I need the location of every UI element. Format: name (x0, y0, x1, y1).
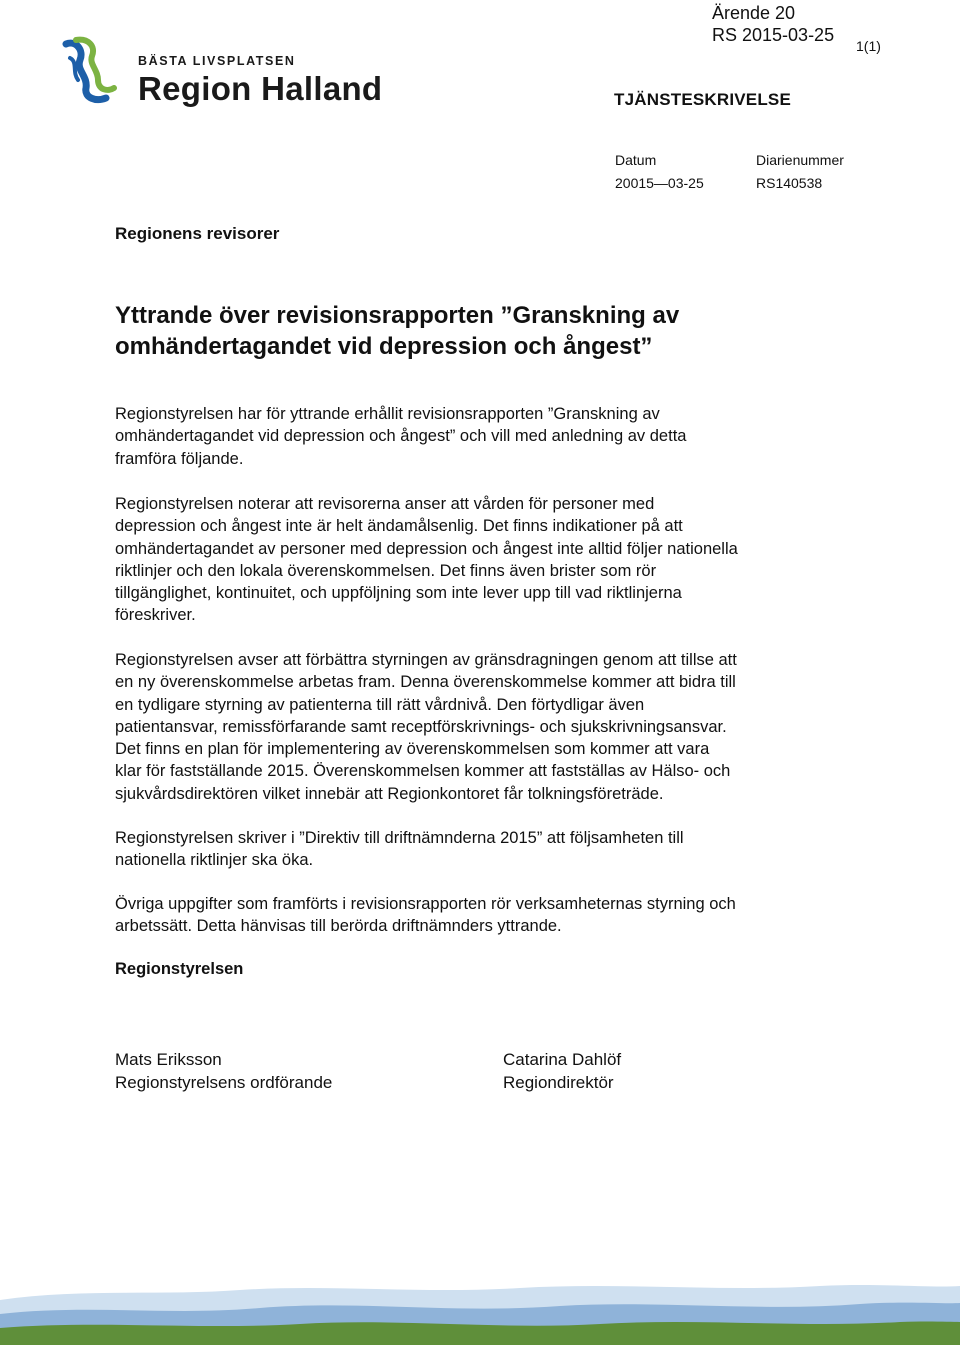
paragraph-line: riktlinjer och den lokala överenskommelsen. Det finns även brister som rör (115, 561, 657, 580)
logo-name: Region Halland (138, 70, 383, 107)
date-label: Datum (615, 152, 657, 168)
signatory-role: Regionstyrelsens ordförande (115, 1072, 333, 1092)
paragraph-line: Det finns en plan för implementering av överenskommelsen som kommer att vara (115, 740, 710, 759)
paragraph-line: sjukvårdsdirektören vilket innebär att Regionkontoret får tolkningsföreträde. (115, 784, 664, 803)
paragraph-5 (115, 893, 855, 938)
title-line: omhändertagandet vid depression och ångest” (115, 333, 653, 360)
recipient: Regionens revisorer (115, 224, 280, 243)
signatory-name: Mats Eriksson (115, 1050, 222, 1069)
signature-block-director (503, 1049, 621, 1094)
case-reference (712, 2, 834, 46)
paragraph-line: omhändertagandet av personer med depression och ångest inte alltid följer nationella (115, 539, 738, 558)
paragraph-line: en ny överenskommelse arbetas fram. Denna överenskommelse kommer att bidra till (115, 673, 736, 692)
paragraph-line: Regionstyrelsen skriver i ”Direktiv till driftnämnderna 2015” att följsamheten till (115, 829, 684, 847)
document-type: TJÄNSTESKRIVELSE (614, 90, 792, 109)
paragraph-line: arbetssätt. Detta hänvisas till berörda driftnämnders yttrande. (115, 917, 562, 936)
paragraph-line: patientansvar, remissförfarande samt receptförskrivnings- och sjukskrivningsansvar. (115, 717, 727, 736)
paragraph-3 (115, 649, 855, 805)
page-number: 1(1) (856, 38, 881, 54)
paragraph-line: Övriga uppgifter som framförts i revisionsrapporten rör verksamheternas styrning och (115, 895, 736, 913)
landscape-wave-icon (0, 1270, 960, 1345)
paragraph-4 (115, 827, 855, 872)
signature-block-chair (115, 1049, 332, 1094)
paragraph-line: en tydligare styrning av patienterna till rätt vårdnivå. Den förtydligar även (115, 695, 645, 714)
logo-tagline: BÄSTA LIVSPLATSEN (138, 54, 296, 68)
document-title (115, 300, 835, 362)
diary-number-label: Diarienummer (756, 152, 844, 168)
region-halland-logo (62, 36, 382, 116)
paragraph-line: framföra följande. (115, 449, 244, 468)
signatory-name: Catarina Dahlöf (503, 1050, 622, 1069)
paragraph-line: Regionstyrelsen noterar att revisorerna anser att vården för personer med (115, 495, 655, 513)
date-value: 20015—03-25 (615, 175, 704, 191)
paragraph-line: tillgänglighet, kontinuitet, och uppföljning som inte lever upp till vad riktlinjerna (115, 584, 682, 603)
paragraph-line: depression och ångest inte är helt ändamålsenlig. Det finns indikationer på att (115, 517, 683, 536)
diary-number-value: RS140538 (756, 175, 823, 191)
paragraph-line: Regionstyrelsen avser att förbättra styrningen av gränsdragningen genom att tillse att (115, 651, 737, 669)
paragraph-line: Regionstyrelsen har för yttrande erhållit revisionsrapporten ”Granskning av (115, 405, 660, 423)
paragraph-line: omhändertagandet vid depression och ångest” och vill med anledning av detta (115, 427, 687, 446)
paragraph-line: nationella riktlinjer ska öka. (115, 851, 314, 870)
paragraph-line: föreskriver. (115, 606, 196, 625)
paragraph-line: klar för fastställande 2015. Överenskommelsen kommer att fastställas av Hälso- och (115, 762, 731, 781)
case-line-2: RS 2015-03-25 (712, 25, 835, 45)
case-line-1: Ärende 20 (712, 3, 796, 23)
paragraph-1 (115, 403, 855, 470)
signoff: Regionstyrelsen (115, 960, 244, 978)
title-line: Yttrande över revisionsrapporten ”Granskning av (115, 302, 680, 329)
paragraph-2 (115, 493, 855, 627)
footer-landscape-decoration (0, 1270, 960, 1345)
signatory-role: Regiondirektör (503, 1072, 614, 1092)
